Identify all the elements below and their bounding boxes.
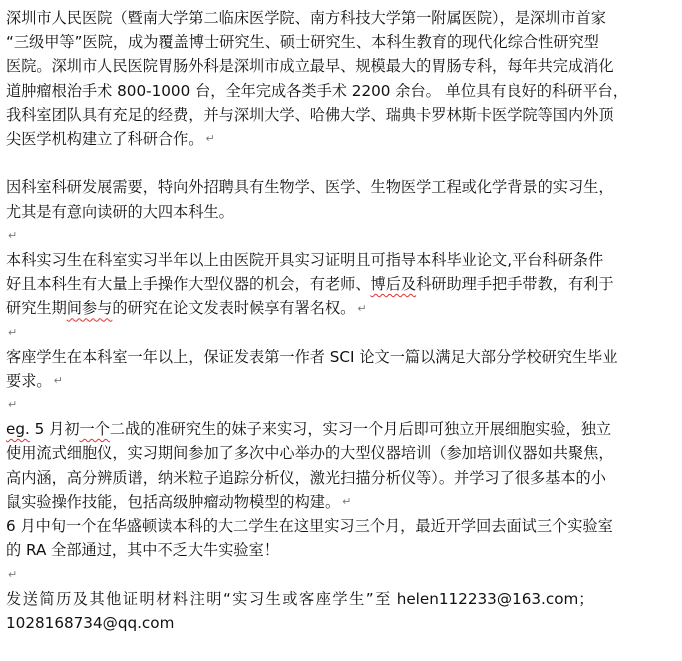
text-line <box>6 103 676 127</box>
text-line <box>6 490 676 514</box>
spellcheck-underlined-text: eg. <box>6 420 30 439</box>
text-line <box>6 30 676 54</box>
paragraph-mark-icon: ↵ <box>205 132 215 146</box>
paragraph-mark-icon: ↵ <box>8 325 18 339</box>
paragraph-2-line-1: 因科室科研发展需要，特向外招聘具有生物学、医学、生物医学工程或化学背景的实习生， <box>6 178 614 197</box>
paragraph-mark-icon: ↵ <box>8 229 18 243</box>
spellcheck-underlined-text: 一个 <box>79 420 110 439</box>
blank-line <box>6 320 676 344</box>
spellcheck-underlined-text: 博后及 <box>370 275 417 294</box>
paragraph-mark-icon: ↵ <box>8 398 18 412</box>
paragraph-3-line-2a: 好且本科生有大量上手操作大型仪器的机会，有老师、 <box>6 275 371 294</box>
paragraph-3-line-3c: 的研究在论文发表时候享有署名权。 <box>112 299 356 318</box>
paragraph-5-line-1d: 二战的准研究生的妹子来实习，实习一个月后即可独立开展细胞实验，独立 <box>109 420 612 439</box>
paragraph-1-line-6: 尖医学机构建立了科研合作。 <box>6 129 204 148</box>
paragraph-mark-icon: ↵ <box>357 301 367 315</box>
paragraph-5-line-6: 的 RA 全部通过，其中不乏大牛实验室！ <box>6 541 279 560</box>
paragraph-5-line-3: 高内涵，高分辨质谱，纳米粒子追踪分析仪，激光扫描分析仪等）。并学习了很多基本的小 <box>6 468 606 487</box>
email-address-2: 1028168734@qq.com <box>6 613 175 632</box>
text-line <box>6 417 676 441</box>
paragraph-3-line-2c: 科研助理手把手带教，有利于 <box>416 275 614 294</box>
text-line <box>6 200 676 224</box>
text-line <box>6 272 676 296</box>
text-line <box>6 127 676 151</box>
spellcheck-underlined-text: 间参与 <box>66 299 113 318</box>
text-line <box>6 466 676 490</box>
paragraph-mark-icon: ↵ <box>53 374 63 388</box>
text-line <box>6 175 676 199</box>
blank-line <box>6 224 676 248</box>
blank-line <box>6 393 676 417</box>
paragraph-1-line-4: 道肿瘤根治手术 800-1000 台，全年完成各类手术 2200 余台。 单位具有良好的科研平台， <box>6 81 628 100</box>
paragraph-5-line-2: 使用流式细胞仪，实习期间参加了多次中心举办的大型仪器培训（参加培训仪器如共聚焦， <box>6 444 614 463</box>
text-line <box>6 54 676 78</box>
paragraph-1-line-2: “三级甲等”医院，成为覆盖博士研究生、硕士研究生、本科生教育的现代化综合性研究型 <box>6 33 599 52</box>
paragraph-1-line-3: 医院。深圳市人民医院胃肠外科是深圳市成立最早、规模最大的胃肠专科，每年共完成消化 <box>6 57 614 76</box>
paragraph-5-line-4: 鼠实验操作技能，包括高级肿瘤动物模型的构建。 <box>6 492 341 511</box>
paragraph-mark-icon: ↵ <box>342 495 352 509</box>
text-line <box>6 248 676 272</box>
paragraph-mark-icon: ↵ <box>8 567 18 581</box>
text-line <box>6 538 676 562</box>
text-line <box>6 79 676 103</box>
text-line <box>6 587 676 611</box>
text-line <box>6 345 676 369</box>
paragraph-2-line-2: 尤其是有意向读研的大四本科生。 <box>6 202 234 221</box>
paragraph-3-line-1: 本科实习生在科室实习半年以上由医院开具实习证明且可指导本科毕业论文,平台科研条件 <box>6 250 604 269</box>
text-line <box>6 296 676 320</box>
paragraph-5-line-1b: 5 月初 <box>29 420 80 439</box>
text-line <box>6 441 676 465</box>
text-line <box>6 611 676 635</box>
text-line <box>6 6 676 30</box>
paragraph-1-line-1: 深圳市人民医院（暨南大学第二临床医学院、南方科技大学第一附属医院），是深圳市首家 <box>6 9 606 27</box>
text-line <box>6 369 676 393</box>
document-body <box>6 6 676 635</box>
paragraph-1-line-5: 我科室团队具有充足的经费，并与深圳大学、哈佛大学、瑞典卡罗林斯卡医学院等国内外顶 <box>6 105 614 124</box>
paragraph-6-line-1a: 发送简历及其他证明材料注明“实习生或客座学生”至 <box>6 589 392 608</box>
paragraph-5-line-5: 6 月中旬一个在华盛顿读本科的大二学生在这里实习三个月，最近开学回去面试三个实验室 <box>6 516 613 535</box>
paragraph-3-line-3a: 研究生期 <box>6 299 67 318</box>
text-line <box>6 514 676 538</box>
email-address-1: helen112233@163.com； <box>391 589 594 608</box>
blank-line <box>6 562 676 586</box>
paragraph-4-line-2: 要求。 <box>6 371 52 390</box>
paragraph-4-line-1: 客座学生在本科室一年以上，保证发表第一作者 SCI 论文一篇以满足大部分学校研究生毕业 <box>6 347 618 366</box>
blank-line <box>6 151 676 175</box>
